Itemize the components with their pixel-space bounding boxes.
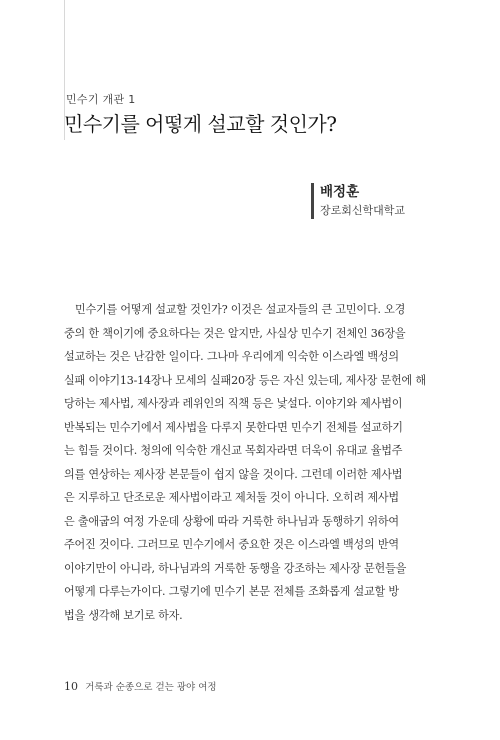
- body-line: 설교하는 것은 난감한 일이다. 그나마 우리에게 익숙한 이스라엘 백성의: [64, 350, 399, 363]
- body-line: 은 출애굽의 여정 가운데 상황에 따라 거룩한 하나님과 동행하기 위하여: [64, 514, 399, 528]
- body-line: 은 지루하고 단조로운 제사법이라고 제처둘 것이 아니다. 오히려 제사법: [64, 491, 399, 504]
- body-line: 당하는 제사법, 제사장과 레위인의 직책 등은 낯설다. 이야기와 제사법이: [64, 397, 403, 410]
- article-title: 민수기를 어떻게 설교할 것인가?: [64, 112, 337, 136]
- body-line: 반복되는 민수기에서 제사법을 다루지 못한다면 민수기 전체를 설교하기: [64, 420, 403, 434]
- page-footer: [64, 679, 217, 693]
- author-affiliation: 장로회신학대학교: [320, 204, 406, 217]
- body-line: 어떻게 다루는가이다. 그렇기에 민수기 본문 전체를 조화롭게 설교할 방: [64, 585, 399, 598]
- page-number: 10: [64, 680, 78, 693]
- body-line: 실패 이야기13-14장나 모세의 실패20장 등은 자신 있는데, 제사장 문헌에 해: [64, 373, 426, 387]
- body-line: 의를 연상하는 제사장 본문들이 쉽지 않을 것이다. 그런데 이러한 제사법: [64, 467, 403, 481]
- body-line: 민수기를 어떻게 설교할 것인가? 이것은 설교자들의 큰 고민이다. 오경: [75, 303, 406, 316]
- body-line: 법을 생각해 보기로 하자.: [64, 608, 183, 622]
- running-title: 거룩과 순종으로 걷는 광야 여정: [85, 682, 217, 693]
- chapter-kicker: 민수기 개관 1: [66, 93, 136, 106]
- author-block: [311, 183, 405, 219]
- body-line: 주어진 것이다. 그러므로 민수기에서 중요한 것은 이스라엘 백성의 반역: [64, 538, 399, 551]
- body-paragraph: [64, 298, 433, 627]
- body-line: 는 힘들 것이다. 청의에 익숙한 개신교 목회자라면 더욱이 유대교 율법주: [64, 444, 403, 457]
- body-line: 중의 한 책이기에 중요하다는 것은 알지만, 사실상 민수기 전체인 36장을: [64, 326, 406, 340]
- author-name: 배정훈: [320, 184, 360, 200]
- body-line: 이야기만이 아니라, 하나님과의 거룩한 동행을 강조하는 제사장 문헌들을: [64, 561, 407, 575]
